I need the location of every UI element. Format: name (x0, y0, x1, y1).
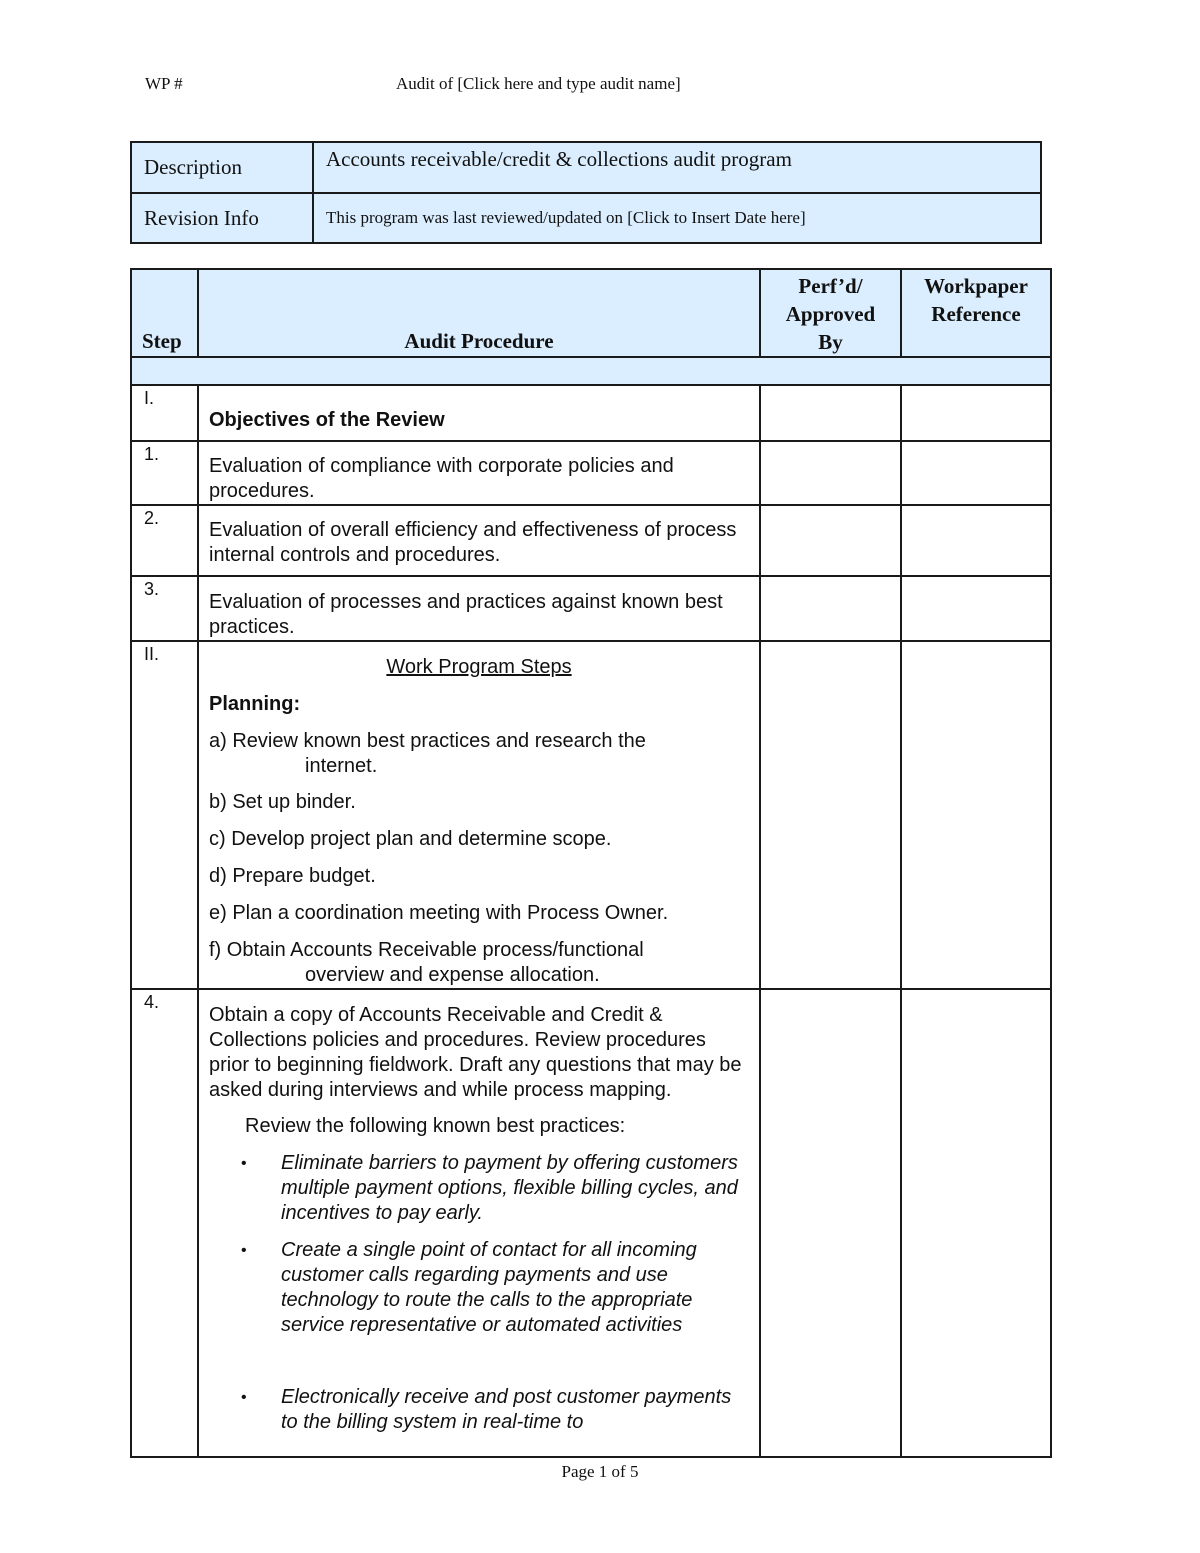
planning-item-a-cont: internet. (305, 755, 378, 777)
performed-by-cell[interactable] (760, 641, 901, 989)
performed-by-cell[interactable] (760, 576, 901, 641)
perf-line-1: Perf’d/ (798, 274, 863, 298)
workpaper-reference-cell[interactable] (901, 441, 1051, 505)
table-row (131, 641, 1051, 989)
wp-line-1: Workpaper (924, 274, 1028, 298)
planning-item-d: d) Prepare budget. (209, 865, 376, 887)
revision-date-field[interactable]: This program was last reviewed/updated on [Click to Insert Date here] (313, 193, 1041, 243)
bullet-icon: • (241, 1389, 247, 1406)
header-band (131, 357, 1051, 385)
table-header-row (131, 269, 1051, 357)
workpaper-reference-cell[interactable] (901, 385, 1051, 441)
procedure-text: Evaluation of processes and practices against known best practices. (209, 591, 723, 638)
workpaper-reference-cell[interactable] (901, 576, 1051, 641)
performed-by-cell[interactable] (760, 505, 901, 576)
wp-line-2: Reference (931, 302, 1021, 326)
procedure-text: Evaluation of overall efficiency and effectiveness of process internal controls and procedures. (209, 519, 737, 566)
workpaper-reference-cell[interactable] (901, 989, 1051, 1457)
best-practice-item (209, 1385, 749, 1435)
planning-heading: Planning: (209, 693, 301, 715)
best-practice-item (209, 1238, 749, 1338)
revision-info-label: Revision Info (131, 193, 313, 243)
work-program-steps-heading: Work Program Steps (386, 656, 572, 678)
audit-procedure-table (130, 268, 1052, 1458)
planning-item-a: a) Review known best practices and research the (209, 730, 646, 752)
step-number: II. (131, 641, 198, 989)
best-practice-text: Electronically receive and post customer payments to the billing system in real-time to (281, 1386, 732, 1433)
header-band-row (131, 357, 1051, 385)
procedure-cell (198, 576, 760, 641)
best-practice-text: Eliminate barriers to payment by offering customers multiple payment options, flexible billing cycles, and incentives to pay early. (281, 1152, 738, 1224)
step-number: 4. (131, 989, 198, 1457)
planning-item-b: b) Set up binder. (209, 791, 356, 813)
step-number: 2. (131, 505, 198, 576)
bullet-icon: • (241, 1155, 247, 1172)
perf-line-2: Approved (785, 302, 876, 326)
planning-item-f: f) Obtain Accounts Receivable process/functional (209, 939, 644, 961)
best-practice-item (209, 1151, 749, 1226)
step-number: 1. (131, 441, 198, 505)
performed-by-cell[interactable] (760, 989, 901, 1457)
best-practice-text: Create a single point of contact for all incoming customer calls regarding payments and use technology to route the calls to the appropriate service representative or automated activities (281, 1239, 697, 1336)
table-row (131, 385, 1051, 441)
planning-item-f-cont: overview and expense allocation. (305, 964, 600, 986)
perf-line-3: By (818, 330, 843, 354)
step-number: I. (131, 385, 198, 441)
workpaper-reference-cell[interactable] (901, 641, 1051, 989)
step-number: 3. (131, 576, 198, 641)
best-practices-intro: Review the following known best practices: (245, 1115, 626, 1137)
program-info-table (130, 141, 1042, 244)
bullet-icon: • (241, 1242, 247, 1259)
objectives-heading: Objectives of the Review (209, 409, 445, 431)
table-row (131, 505, 1051, 576)
planning-item-c: c) Develop project plan and determine scope. (209, 828, 612, 850)
performed-by-cell[interactable] (760, 385, 901, 441)
table-row (131, 576, 1051, 641)
table-row (131, 989, 1051, 1457)
procedure-cell (198, 641, 760, 989)
workpaper-reference-cell[interactable] (901, 505, 1051, 576)
step-column-header: Step (131, 269, 198, 357)
workpaper-reference-column-header (901, 269, 1051, 357)
procedure-cell (198, 441, 760, 505)
performed-approved-column-header (760, 269, 901, 357)
audit-name-field[interactable]: Audit of [Click here and type audit name] (396, 74, 681, 93)
procedure-text: Obtain a copy of Accounts Receivable and Credit & Collections policies and procedures. Review procedures prior to beginning fieldwork. Draft any questions that may be asked during interviews and while process mapping. (209, 1004, 742, 1101)
table-row (131, 441, 1051, 505)
procedure-cell (198, 989, 760, 1457)
description-value: Accounts receivable/credit & collections audit program (313, 142, 1041, 193)
page-number: Page 1 of 5 (561, 1462, 639, 1481)
procedure-cell (198, 505, 760, 576)
procedure-text: Evaluation of compliance with corporate policies and procedures. (209, 455, 674, 502)
description-label: Description (131, 142, 313, 193)
performed-by-cell[interactable] (760, 441, 901, 505)
workpaper-number: WP # (145, 74, 183, 93)
audit-procedure-column-header: Audit Procedure (198, 269, 760, 357)
planning-item-e: e) Plan a coordination meeting with Process Owner. (209, 902, 669, 924)
procedure-cell (198, 385, 760, 441)
